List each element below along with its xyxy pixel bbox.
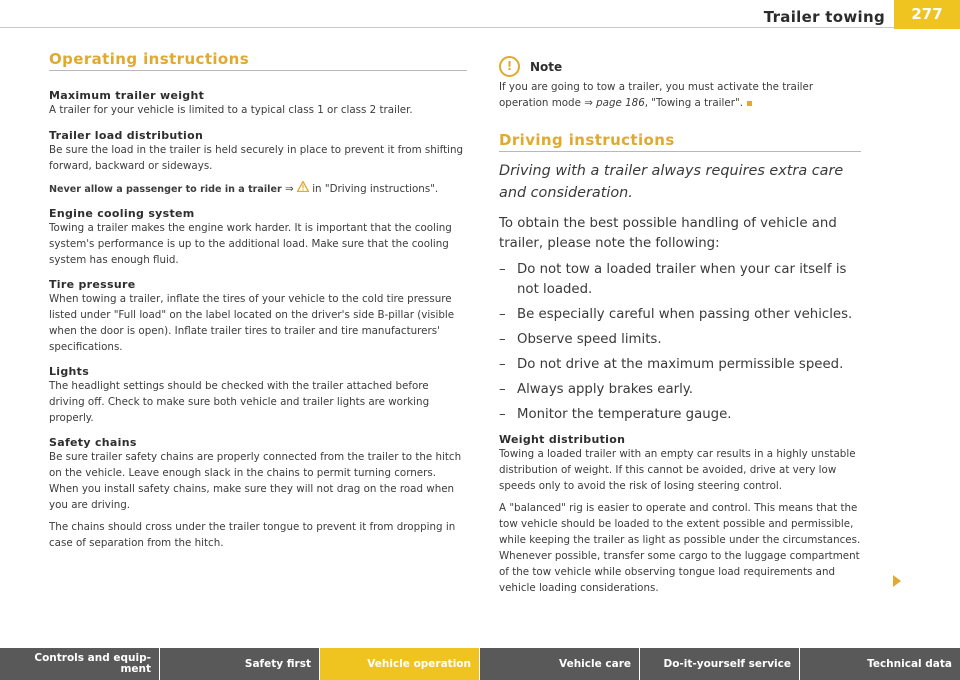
warning-triangle-icon xyxy=(297,183,312,195)
subheading-tire-pressure: Tire pressure xyxy=(49,278,136,291)
page-number-underline xyxy=(894,26,960,29)
left-column xyxy=(49,50,467,551)
subheading-safety-chains: Safety chains xyxy=(49,436,137,449)
para-cooling: Towing a trailer makes the engine work harder. It is important that the cooling system's performance is up to the additional load. Make sure that the cooling system has enough fluid. xyxy=(49,222,452,266)
subheading-load-distribution: Trailer load distribution xyxy=(49,129,204,142)
end-marker-icon xyxy=(747,101,752,106)
list-item: – Observe speed limits. xyxy=(499,330,861,350)
list-item: – Do not drive at the maximum permissible speed. xyxy=(499,355,861,375)
para-max-weight: A trailer for your vehicle is limited to a typical class 1 or class 2 trailer. xyxy=(49,104,413,116)
continue-arrow-icon xyxy=(893,572,901,591)
note-title: Note xyxy=(530,59,563,74)
note-header xyxy=(499,56,861,77)
list-item: – Be especially careful when passing other vehicles. xyxy=(499,305,861,325)
list-item-text: Do not tow a loaded trailer when your car itself is not loaded. xyxy=(517,262,847,297)
footer-tab-technical-data[interactable]: Technical data xyxy=(800,648,960,680)
warning-bold: Never allow a passenger to ride in a trailer xyxy=(49,184,282,195)
subheading-weight-distribution: Weight distribution xyxy=(499,433,626,446)
note-text-after: , "Towing a trailer". xyxy=(644,97,743,109)
driving-intro: To obtain the best possible handling of vehicle and trailer, please note the following: xyxy=(499,216,837,251)
para-weight-1: Towing a loaded trailer with an empty car results in a highly unstable distribution of weight. If this cannot be avoided, drive at very low speeds only to avoid the risk of losing steering control. xyxy=(499,448,856,492)
warning-line xyxy=(49,181,467,198)
footer-tab-vehicle-care[interactable]: Vehicle care xyxy=(480,648,640,680)
footer-tab-vehicle-operation[interactable]: Vehicle operation xyxy=(320,648,480,680)
subheading-cooling: Engine cooling system xyxy=(49,207,195,220)
header-rule xyxy=(0,27,960,28)
list-item: – Do not tow a loaded trailer when your car itself is not loaded. xyxy=(499,260,861,300)
section-heading-driving: Driving instructions xyxy=(499,131,861,152)
list-item-text: Do not drive at the maximum permissible speed. xyxy=(517,357,844,372)
para-weight-2: A "balanced" rig is easier to operate and control. This means that the tow vehicle should be loaded to the extent possible and permissible, while keeping the trailer as light as possible under the circumstances. Whenever possible, transfer some cargo to the luggage compartment of the tow vehicle while observing tongue load requirements and vehicle loading considerations. xyxy=(499,502,861,594)
subheading-lights: Lights xyxy=(49,365,90,378)
footer-tab-controls[interactable]: Controls and equip- ment xyxy=(0,648,160,680)
note-text-before: If you are going to tow a trailer, you must activate the trailer operation mode xyxy=(499,81,814,109)
list-item-text: Be especially careful when passing other vehicles. xyxy=(517,307,853,322)
list-item-text: Monitor the temperature gauge. xyxy=(517,407,732,422)
arrow-icon: ⇒ xyxy=(584,97,593,109)
page-link[interactable]: page 186 xyxy=(596,97,645,109)
list-item: – Monitor the temperature gauge. xyxy=(499,405,861,425)
para-lights: The headlight settings should be checked with the trailer attached before driving off. Check to make sure both vehicle and trailer lights are working properly. xyxy=(49,380,430,424)
page-title: Trailer towing xyxy=(763,8,885,26)
warning-rest: in "Driving instructions". xyxy=(312,183,439,195)
list-item: – Always apply brakes early. xyxy=(499,380,861,400)
para-load-distribution: Be sure the load in the trailer is held securely in place to prevent it from shifting forward, backward or sideways. xyxy=(49,144,464,172)
right-column xyxy=(499,56,861,596)
footer-nav xyxy=(0,648,960,680)
footer-tab-safety[interactable]: Safety first xyxy=(160,648,320,680)
note-exclamation-icon: ! xyxy=(499,56,520,77)
list-item-text: Always apply brakes early. xyxy=(517,382,693,397)
section-heading-operating: Operating instructions xyxy=(49,50,467,71)
page-number: 277 xyxy=(894,0,960,26)
driving-bullet-list xyxy=(499,260,861,425)
para-tire-pressure: When towing a trailer, inflate the tires of your vehicle to the cold tire pressure listed under "Full load" on the label located on the driver's side B-pillar (visible when the door is open). Inflate trailer tires to trailer and tire manufacturers' specifications. xyxy=(49,293,455,353)
para-safety-chains-1: Be sure trailer safety chains are properly connected from the trailer to the hitch on the vehicle. Leave enough slack in the chains to permit turning corners. When you install safety chains, make sure they will not drag on the road when you are driving. xyxy=(49,451,462,511)
footer-tab-diy-service[interactable]: Do-it-yourself service xyxy=(640,648,800,680)
arrow-icon: ⇒ xyxy=(284,183,294,195)
driving-lead: Driving with a trailer always requires extra care and consideration. xyxy=(499,163,844,201)
note-text xyxy=(499,79,861,111)
para-safety-chains-2: The chains should cross under the trailer tongue to prevent it from dropping in case of separation from the hitch. xyxy=(49,521,456,549)
subheading-max-weight: Maximum trailer weight xyxy=(49,89,205,102)
list-item-text: Observe speed limits. xyxy=(517,332,662,347)
